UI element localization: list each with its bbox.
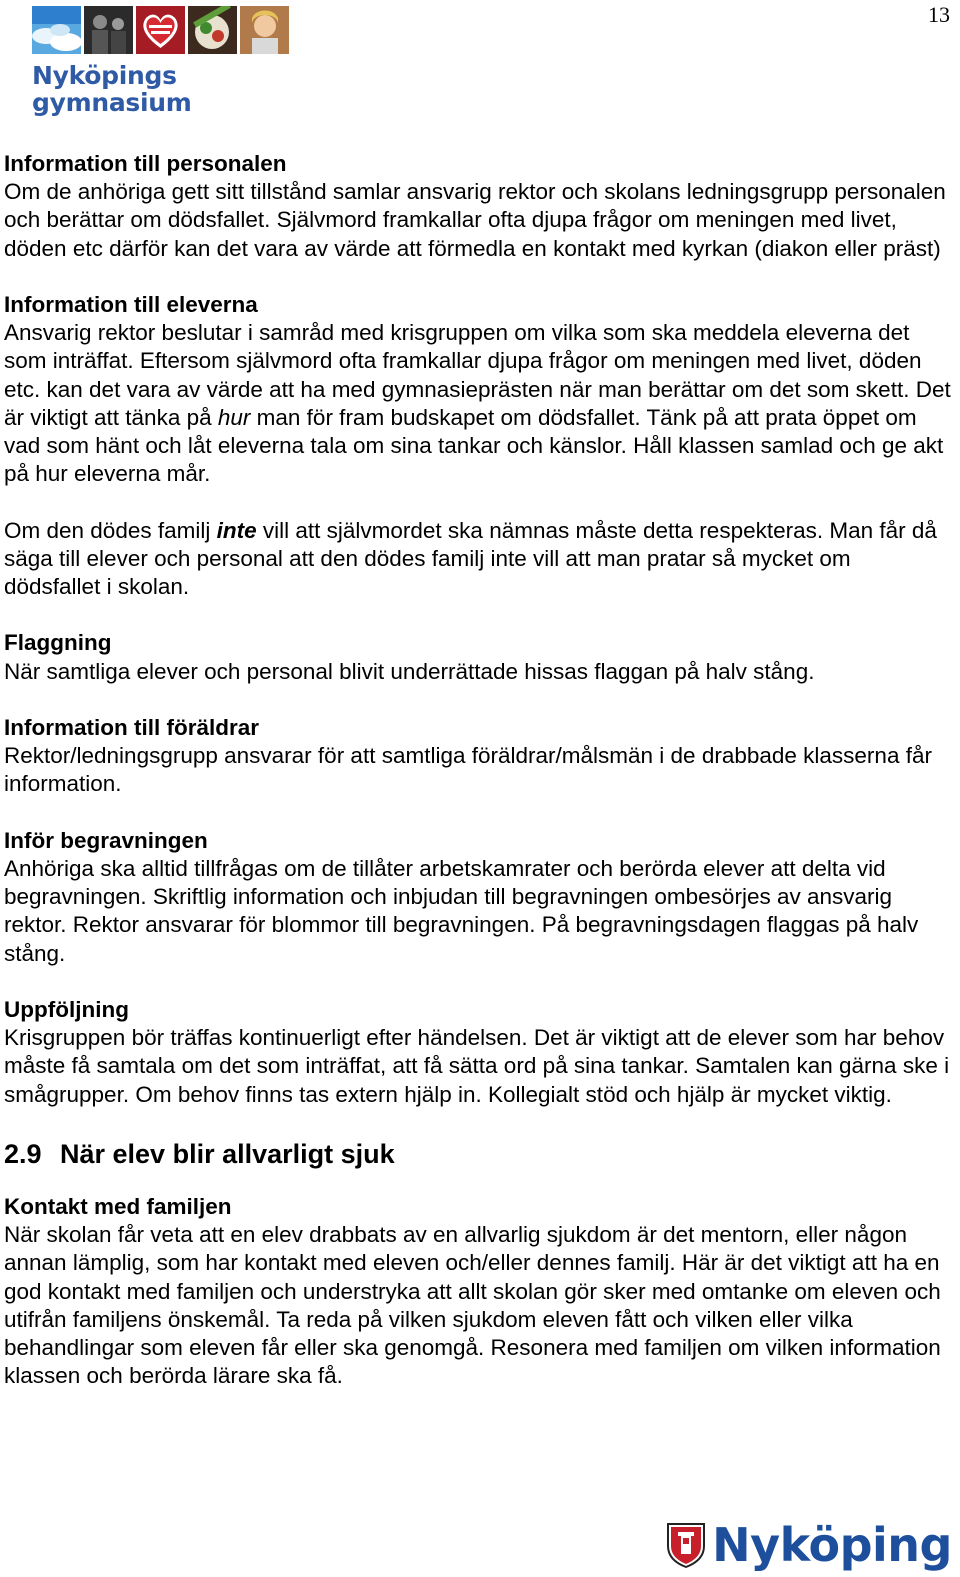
document-body xyxy=(4,150,952,1419)
family-wishes-text xyxy=(4,517,952,602)
section-heading: Kontakt med familjen xyxy=(4,1194,232,1219)
library-lovers-heart-photo xyxy=(136,6,185,54)
section-flagging xyxy=(4,629,952,685)
section-text: När samtliga elever och personal blivit underrättade hissas flaggan på halv stång. xyxy=(4,658,815,684)
footer-logo-text: Nyköping xyxy=(712,1518,952,1572)
municipality-logo xyxy=(666,1518,952,1572)
section-information-students xyxy=(4,291,952,601)
text-segment: man för fram budskapet om dödsfallet. Tänk på att prata öppet om vad som hänt och låt eleverna tala om sina tankar och känslor. Håll klassen samlad och ge akt på hur eleverna mår. xyxy=(4,404,944,487)
chapter-number: 2.9 xyxy=(4,1139,42,1169)
section-text: Om de anhöriga gett sitt tillstånd samlar ansvarig rektor och skolans ledningsgrupp personalen och berättar om dödsfallet. Självmord framkallar ofta djupa frågor om meningen med livet, döden etc därför kan det vara av värde att förmedla en kontakt med kyrkan (diakon eller präst) xyxy=(4,179,946,261)
text-segment: Ansvarig rektor beslutar i samråd med krisgruppen om vilka som ska meddela eleverna det som inträffat. Eftersom självmord ofta framkallar djupa frågor om meningen med livet, döden etc. kan det vara av värde att ha med gymnasieprästen när man berättar om det som skett. Det är viktigt att tänka på xyxy=(4,320,951,430)
section-text: Rektor/ledningsgrupp ansvarar för att samtliga föräldrar/målsmän i de drabbade klasserna får information. xyxy=(4,743,932,797)
logo-line-2: gymnasium xyxy=(32,88,192,117)
chapter-title: När elev blir allvarligt sjuk xyxy=(60,1139,395,1169)
chapter-heading xyxy=(4,1137,952,1171)
section-heading: Inför begravningen xyxy=(4,827,208,853)
food-photo xyxy=(188,6,237,54)
logo-photo-strip xyxy=(32,6,289,54)
section-follow-up xyxy=(4,996,952,1109)
section-text: Anhöriga ska alltid tillfrågas om de tillåter arbetskamrater och berörda elever att delta vid begravningen. Skriftlig information och inbjudan till begravningen ombesörjes av ansvarig rektor. Rektor ansvarar för blommor till begravningen. På begravningsdagen flaggas på halv stång. xyxy=(4,856,919,966)
text-segment: Om den dödes familj xyxy=(4,517,217,543)
text-segment: vill att självmordet ska nämnas måste detta respekteras. Man får då säga till elever och personal att den dödes familj inte vill att man pratar så mycket om dödsfallet i skolan. xyxy=(4,517,937,600)
section-text xyxy=(4,319,952,488)
section-family-contact xyxy=(4,1193,952,1390)
section-funeral xyxy=(4,827,952,968)
school-logo-text xyxy=(32,62,289,116)
page-number: 13 xyxy=(928,2,950,27)
emphasis-text: inte xyxy=(216,517,257,543)
sky-photo xyxy=(32,6,81,54)
school-logo xyxy=(32,6,289,116)
section-text: När skolan får veta att en elev drabbats av en allvarlig sjukdom är det mentorn, eller någon annan lämplig, som har kontakt med eleven och/eller dennes familj. Här är det viktigt att ha en god kontakt med familjen och understryka att allt skolan gör sker med omtanke om eleven och utifrån familjens önskemål. Ta reda på vilken sjukdom eleven fått och vilken eller vilka behandlingar som eleven får eller ska genomgå. Resonera med familjen om vilken information klassen och berörda lärare ska få. xyxy=(4,1222,941,1389)
section-heading: Flaggning xyxy=(4,630,112,656)
section-heading: Information till eleverna xyxy=(4,292,258,317)
section-information-personal xyxy=(4,150,952,263)
emphasis-text: hur xyxy=(217,404,251,430)
people-photo xyxy=(84,6,133,54)
section-information-parents xyxy=(4,714,952,799)
section-heading: Information till föräldrar xyxy=(4,715,260,740)
section-heading: Uppföljning xyxy=(4,997,129,1022)
logo-line-1: Nyköpings xyxy=(32,61,177,90)
section-text: Krisgruppen bör träffas kontinuerligt efter händelsen. Det är viktigt att de elever som har behov måste få samtala om det som inträffat, att få sätta ord på sina tankar. Samtalen kan gärna ske i smågrupper. Om behov finns tas extern hjälp in. Kollegialt stöd och hjälp är mycket viktig. xyxy=(4,1025,950,1107)
crest-icon xyxy=(666,1522,706,1568)
student-photo xyxy=(240,6,289,54)
section-heading: Information till personalen xyxy=(4,151,287,176)
